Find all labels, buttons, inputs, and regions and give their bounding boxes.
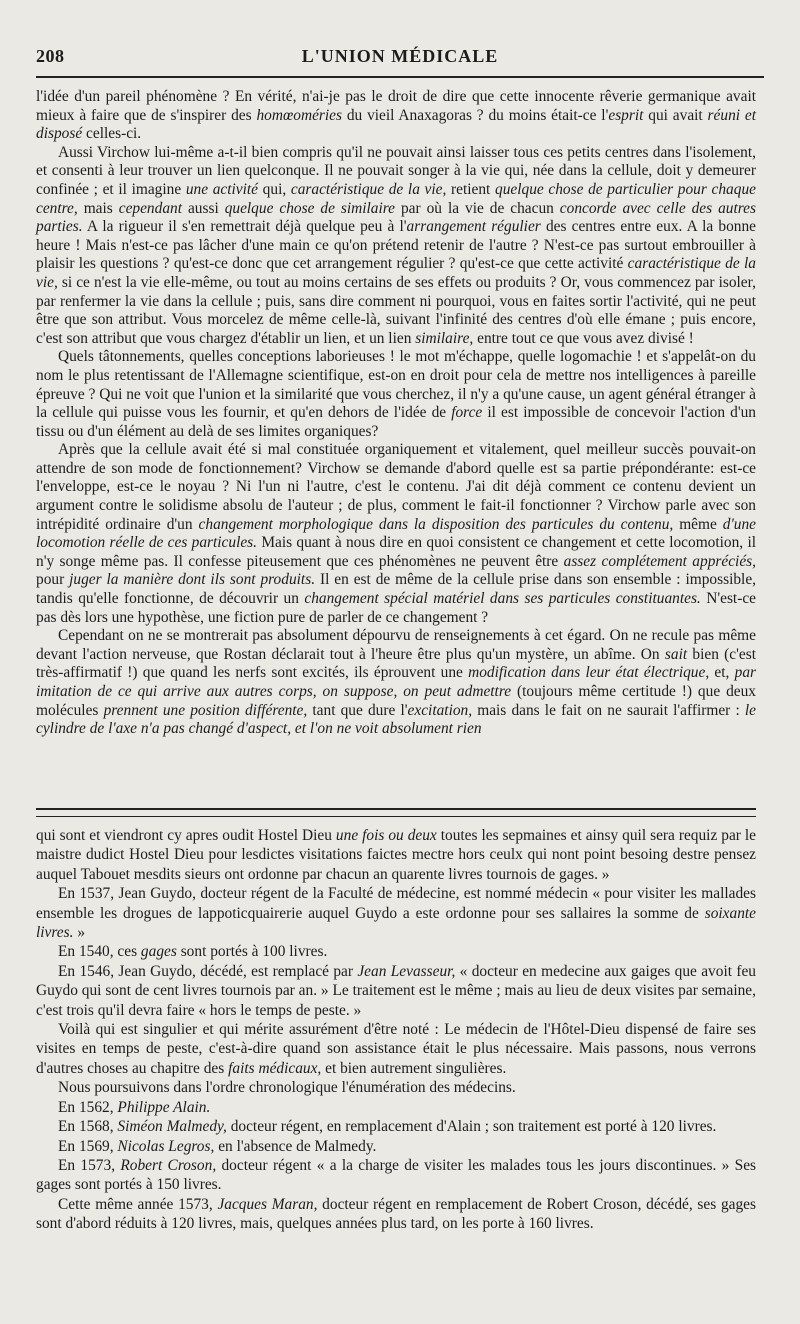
paragraph: Cette même année 1573, Jacques Maran, docteur régent en remplacement de Robert Croson, décédé, ses gages sont d'abord réduits à 120 livres, mais, quelques années plus tard, on les porte à 160 livres. [36, 1195, 756, 1233]
header-rule [36, 76, 764, 78]
paragraph: Voilà qui est singulier et qui mérite assurément d'être noté : Le médecin de l'Hôtel-Dieu dispensé de faire ses visites en temps de peste, c'est-à-dire quand son assistance était le plus nécessaire. Mais passons, nous verrons d'autres choses au chapitre des faits médicaux, et bien autrement singulières. [36, 1021, 756, 1077]
section-divider [36, 808, 756, 817]
paragraph: En 1573, Robert Croson, docteur régent « a la charge de visiter les malades tous les jours discontinues. » Ses gages sont portés à 150 livres. [36, 1156, 757, 1194]
paragraph: Nous poursuivons dans l'ordre chronologique l'énumération des médecins. [58, 1079, 516, 1097]
paragraph: l'idée d'un pareil phénomène ? En vérité, n'ai-je pas le droit de dire que cette innocente rêverie germanique avait mieux à faire que de s'inspirer des homœoméries du vieil Anaxagoras ? du moins était-ce l'esprit qui avait réuni et disposé celles-ci. [36, 88, 756, 143]
paragraph: Cependant on ne se montrerait pas absolument dépourvu de renseignements à cet égard. On ne recule pas même devant l'action nerveuse, que Rostan déclarait tout à l'heure être plus qu'un mystère, un abîme. On sait bien (c'est très-affirmatif !) que quand les nerfs sont excités, ils éprouvent une modification dans leur état électrique, et, par imitation de ce qui arrive aux autres corps, on suppose, on peut admettre (toujours même certitude !) que deux molécules prennent une position différente, tant que dure l'excitation, mais dans le fait on ne saurait l'affirmer : le cylindre de l'axe n'a pas changé d'aspect, et l'on ne voit absolument rien [36, 627, 757, 738]
paragraph: En 1562, Philippe Alain. [58, 1098, 211, 1116]
feuilleton-section [36, 826, 756, 1234]
paragraph: qui sont et viendront cy apres oudit Hostel Dieu une fois ou deux toutes les sepmaines et ainsy quil sera requiz par le maistre dudict Hostel Dieu pour lesdictes visitations faictes mectre hors ceulx qui nont point besoing destre pensez auquel Tabouet mesdits sieurs ont ordonne par chacun an quarente livres tournois de gages. » [36, 827, 756, 883]
article-top-section [36, 88, 756, 739]
paragraph: Après que la cellule avait été si mal constituée organiquement et vitalement, quel meilleur succès pouvait-on attendre de son mode de fonctionnement? Virchow se demande d'abord quelle est sa partie prépondérante: est-ce l'enveloppe, est-ce le noyau ? Ni l'un ni l'autre, c'est le contenu. J'ai dit déjà comment ce contenu devient un argument contre le solidisme absolu de l'auteur ; de plus, comment le fait-il fonctionner ? Virchow parle avec son intrépidité ordinaire d'un changement morphologique dans la disposition des particules du contenu, même d'une locomotion réelle de ces particules. Mais quant à nous dire en quoi consistent ce changement et cette locomotion, il n'y songe même pas. Il confesse piteusement que ces phénomènes ne peuvent être assez complétement appréciés, pour juger la manière dont ils sont produits. Il en est de même de la cellule prise dans son ensemble : impossible, tandis qu'elle fonctionne, de découvrir un changement spécial matériel dans ses particules constituantes. N'est-ce pas dès lors une hypothèse, une fiction pure de parler de ce changement ? [36, 441, 757, 626]
journal-title: L'UNION MÉDICALE [301, 46, 499, 66]
paragraph: En 1540, ces gages sont portés à 100 livres. [58, 943, 328, 961]
page-number: 208 [36, 46, 65, 66]
paragraph: En 1537, Jean Guydo, docteur régent de la Faculté de médecine, est nommé médecin « pour visiter les mallades ensemble les drogues de lappoticquairerie auquel Guydo a este ordonne pour ses sallaires la somme de soixante livres. » [36, 885, 756, 942]
paragraph: Aussi Virchow lui-même a-t-il bien compris qu'il ne pouvait ainsi laisser tous ces petits centres dans l'isolement, et consenti à leur trouver un lien quelconque. Il ne pouvait songer à la vie qui, née dans la cellule, doit y demeurer confinée ; et il imagine une activité qui, caractéristique de la vie, retient quelque chose de particulier pour chaque centre, mais cependant aussi quelque chose de similaire par où la vie de chacun concorde avec celle des autres parties. A la rigueur il s'en remettrait déjà quelque peu à l'arrangement régulier des centres entre eux. A la bonne heure ! Mais n'est-ce pas lâcher d'une main ce qu'on prétend retenir de l'autre ? N'est-ce pas surtout embrouiller à plaisir les questions ? qu'est-ce donc que cet arrangement régulier ? qu'est-ce que cette activité caractéristique de la vie, si ce n'est la vie elle-même, ou tout au moins certains de ses effets ou produits ? Or, vous commencez par isoler, par renfermer la vie dans la cellule ; puis, sans dire comment ni pourquoi, vous en faites sortir l'activité, qui ne peut être que son attribut. Vous morcelez de même celle-là, suivant l'infinité des centres d'où elle émane ; puis encore, c'est son attribut que vous chargez d'établir un lien, et un lien similaire, entre tout ce que vous avez divisé ! [36, 143, 756, 347]
page-header [36, 44, 764, 74]
paragraph: En 1546, Jean Guydo, décédé, est remplacé par Jean Levasseur, « docteur en medecine aux gaiges que avoit feu Guydo qui sont de cent livres tournois par an. » Le traitement est le même ; mais au lieu de deux visites par semaine, c'est trois qu'il devra faire « hors le temps de peste. » [36, 962, 757, 1019]
paragraph: En 1568, Siméon Malmedy, docteur régent, en remplacement d'Alain ; son traitement est porté à 120 livres. [58, 1118, 717, 1136]
paragraph: Quels tâtonnements, quelles conceptions laborieuses ! le mot m'échappe, quelle logomachie ! et s'appelât-on du nom le plus retentissant de l'Allemagne scientifique, est-on en droit pour cela de mettre nos intelligences à pareille épreuve ? Qui ne voit que l'union et la similarité que vous cherchez, il n'y a qu'une cause, un agent général étranger à la cellule qui puisse vous les fournir, et qu'en dehors de l'idée de force il est impossible de concevoir l'action d'un tissu ou d'un élément au delà de ses limites organiques? [36, 348, 756, 440]
paragraph: En 1569, Nicolas Legros, en l'absence de Malmedy. [58, 1137, 377, 1155]
